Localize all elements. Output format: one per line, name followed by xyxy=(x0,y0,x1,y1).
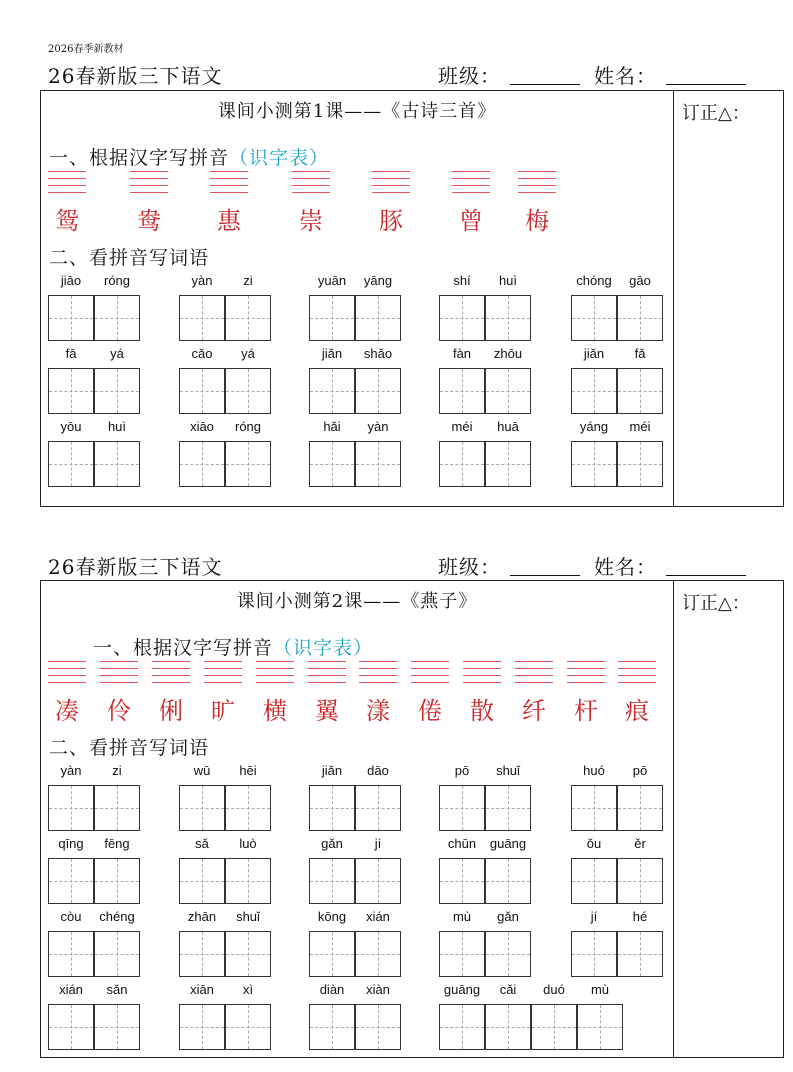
pinyin-label: hēi xyxy=(239,763,257,778)
hanzi-char: 豚 xyxy=(379,207,403,235)
writing-cell[interactable] xyxy=(309,1004,355,1050)
writing-cell[interactable] xyxy=(617,785,663,831)
pinyin-writing-lines[interactable] xyxy=(100,661,138,683)
pinyin-label: hǎi xyxy=(323,419,341,434)
writing-cell[interactable] xyxy=(355,295,401,341)
pinyin-label: jiǎn xyxy=(583,346,605,361)
pinyin-label: chóng xyxy=(576,273,612,288)
pinyin-label: xì xyxy=(242,982,254,997)
section-2-heading: 二、看拼音写词语 xyxy=(49,247,210,269)
pinyin-writing-lines[interactable] xyxy=(567,661,605,683)
pinyin-label: yàn xyxy=(191,273,213,288)
writing-cell[interactable] xyxy=(355,368,401,414)
pinyin-label: zhān xyxy=(187,909,217,924)
pinyin-label: zi xyxy=(243,273,253,288)
pinyin-label: mù xyxy=(452,909,472,924)
pinyin-label: fā xyxy=(65,346,77,361)
hanzi-char: 纤 xyxy=(522,697,546,725)
pinyin-label: gǎn xyxy=(497,909,519,924)
hanzi-char: 旷 xyxy=(211,697,235,725)
quiz-title: 课间小测第2课——《燕子》 xyxy=(236,591,478,612)
name-blank[interactable] xyxy=(666,84,746,85)
pinyin-label: xián xyxy=(366,909,390,924)
hanzi-char: 痕 xyxy=(625,697,649,725)
pinyin-label: kōng xyxy=(317,909,347,924)
writing-cell[interactable] xyxy=(485,295,531,341)
pinyin-label: qīng xyxy=(58,836,84,851)
writing-cell[interactable] xyxy=(225,368,271,414)
pinyin-label: sǎn xyxy=(106,982,128,997)
writing-cell[interactable] xyxy=(225,441,271,487)
writing-cell[interactable] xyxy=(571,368,617,414)
writing-cell[interactable] xyxy=(577,1004,623,1050)
pinyin-writing-lines[interactable] xyxy=(372,171,410,193)
pinyin-label: yàn xyxy=(60,763,82,778)
name-label: 姓名： xyxy=(594,64,657,88)
pinyin-label: yá xyxy=(110,346,124,361)
writing-cell[interactable] xyxy=(179,368,225,414)
writing-cell[interactable] xyxy=(571,931,617,977)
writing-cell[interactable] xyxy=(485,1004,531,1050)
class-blank[interactable] xyxy=(510,575,580,576)
writing-cell[interactable] xyxy=(439,368,485,414)
hanzi-char: 梅 xyxy=(525,207,549,235)
pinyin-label: gǎn xyxy=(321,836,343,851)
writing-cell[interactable] xyxy=(94,785,140,831)
writing-cell[interactable] xyxy=(225,858,271,904)
hanzi-char: 散 xyxy=(470,697,494,725)
writing-cell[interactable] xyxy=(485,785,531,831)
writing-cell[interactable] xyxy=(94,368,140,414)
pinyin-label: còu xyxy=(60,909,82,924)
pinyin-label: duó xyxy=(543,982,565,997)
pinyin-label: mù xyxy=(590,982,610,997)
section-1-label: 一、根据汉字写拼音 xyxy=(93,637,274,659)
hanzi-char: 漾 xyxy=(366,697,390,725)
writing-cell[interactable] xyxy=(309,295,355,341)
writing-cell[interactable] xyxy=(439,858,485,904)
pinyin-label: yáng xyxy=(579,419,609,434)
writing-cell[interactable] xyxy=(355,1004,401,1050)
writing-cell[interactable] xyxy=(179,295,225,341)
pinyin-label: méi xyxy=(629,419,651,434)
pinyin-label: pō xyxy=(632,763,648,778)
writing-cell[interactable] xyxy=(48,931,94,977)
class-label: 班级： xyxy=(438,64,501,88)
writing-cell[interactable] xyxy=(485,858,531,904)
pinyin-label: zhōu xyxy=(493,346,523,361)
writing-cell[interactable] xyxy=(571,295,617,341)
pinyin-label: cǎi xyxy=(499,982,517,997)
writing-cell[interactable] xyxy=(48,785,94,831)
writing-cell[interactable] xyxy=(571,441,617,487)
writing-cell[interactable] xyxy=(617,368,663,414)
writing-cell[interactable] xyxy=(48,858,94,904)
pinyin-label: shuǐ xyxy=(496,763,520,778)
pinyin-writing-lines[interactable] xyxy=(618,661,656,683)
writing-cell[interactable] xyxy=(485,931,531,977)
section-1-heading xyxy=(49,143,329,170)
writing-cell[interactable] xyxy=(355,441,401,487)
pinyin-writing-lines[interactable] xyxy=(48,171,86,193)
writing-cell[interactable] xyxy=(439,295,485,341)
hanzi-char: 俐 xyxy=(159,697,183,725)
pinyin-label: xiān xyxy=(190,982,214,997)
pinyin-label: sǎ xyxy=(195,836,209,851)
writing-cell[interactable] xyxy=(225,295,271,341)
pinyin-label: yá xyxy=(241,346,255,361)
hanzi-char: 惠 xyxy=(217,207,241,235)
pinyin-label: jiǎn xyxy=(321,346,343,361)
writing-cell[interactable] xyxy=(94,931,140,977)
writing-cell[interactable] xyxy=(179,1004,225,1050)
name-blank[interactable] xyxy=(666,575,746,576)
writing-cell[interactable] xyxy=(309,785,355,831)
correction-divider xyxy=(673,581,674,1057)
correction-divider xyxy=(673,91,674,506)
correction-label: 订正△： xyxy=(682,593,750,614)
section-1-heading xyxy=(93,633,373,660)
pinyin-label: guāng xyxy=(489,836,527,851)
pinyin-label: wū xyxy=(193,763,211,778)
writing-cell[interactable] xyxy=(531,1004,577,1050)
pinyin-label: huā xyxy=(497,419,519,434)
writing-cell[interactable] xyxy=(439,441,485,487)
pinyin-label: xiàn xyxy=(366,982,390,997)
pinyin-label: ǒu xyxy=(586,836,602,851)
pinyin-label: jí xyxy=(590,909,598,924)
pinyin-label: yāng xyxy=(363,273,393,288)
pinyin-label: cǎo xyxy=(191,346,213,361)
pinyin-label: fàn xyxy=(452,346,472,361)
correction-label: 订正△： xyxy=(682,103,750,124)
pinyin-label: gāo xyxy=(629,273,651,288)
writing-cell[interactable] xyxy=(179,931,225,977)
pinyin-writing-lines[interactable] xyxy=(515,661,553,683)
pinyin-label: shí xyxy=(453,273,471,288)
writing-cell[interactable] xyxy=(571,785,617,831)
pinyin-label: hé xyxy=(632,909,648,924)
hanzi-char: 杆 xyxy=(574,697,598,725)
pinyin-label: róng xyxy=(234,419,262,434)
writing-cell[interactable] xyxy=(485,368,531,414)
pinyin-writing-lines[interactable] xyxy=(452,171,490,193)
series-title: 26春新版三下语文 xyxy=(48,555,223,579)
writing-cell[interactable] xyxy=(225,785,271,831)
writing-cell[interactable] xyxy=(309,931,355,977)
writing-cell[interactable] xyxy=(439,931,485,977)
pinyin-label: shuǐ xyxy=(236,909,260,924)
pinyin-label: huó xyxy=(583,763,605,778)
writing-cell[interactable] xyxy=(309,368,355,414)
writing-cell[interactable] xyxy=(617,295,663,341)
writing-cell[interactable] xyxy=(225,931,271,977)
pinyin-label: ěr xyxy=(634,836,646,851)
pinyin-label: diàn xyxy=(319,982,345,997)
pinyin-label: huì xyxy=(107,419,127,434)
hanzi-char: 鸯 xyxy=(137,207,161,235)
pinyin-label: guāng xyxy=(443,982,481,997)
hanzi-char: 鸳 xyxy=(55,207,79,235)
pinyin-label: yuān xyxy=(317,273,347,288)
writing-cell[interactable] xyxy=(48,441,94,487)
quiz-1-box xyxy=(40,90,784,507)
pinyin-writing-lines[interactable] xyxy=(292,171,330,193)
pinyin-writing-lines[interactable] xyxy=(411,661,449,683)
quiz-title: 课间小测第1课——《古诗三首》 xyxy=(217,101,497,122)
hanzi-char: 伶 xyxy=(107,697,131,725)
pinyin-label: shǎo xyxy=(363,346,393,361)
pinyin-label: chéng xyxy=(99,909,135,924)
writing-cell[interactable] xyxy=(439,1004,485,1050)
name-label: 姓名： xyxy=(594,555,657,579)
pinyin-label: dāo xyxy=(367,763,389,778)
writing-cell[interactable] xyxy=(571,858,617,904)
pinyin-writing-lines[interactable] xyxy=(130,171,168,193)
writing-cell[interactable] xyxy=(355,931,401,977)
pinyin-writing-lines[interactable] xyxy=(152,661,190,683)
series-title: 26春新版三下语文 xyxy=(48,64,223,88)
pinyin-label: yōu xyxy=(60,419,82,434)
pinyin-writing-lines[interactable] xyxy=(48,661,86,683)
writing-cell[interactable] xyxy=(179,858,225,904)
hanzi-char: 崇 xyxy=(299,207,323,235)
writing-cell[interactable] xyxy=(617,441,663,487)
pinyin-label: yàn xyxy=(367,419,389,434)
writing-cell[interactable] xyxy=(355,858,401,904)
writing-cell[interactable] xyxy=(179,785,225,831)
writing-cell[interactable] xyxy=(48,295,94,341)
class-label: 班级： xyxy=(438,555,501,579)
pinyin-writing-lines[interactable] xyxy=(204,661,242,683)
pinyin-label: méi xyxy=(451,419,473,434)
section-1-label: 一、根据汉字写拼音 xyxy=(49,147,230,169)
writing-cell[interactable] xyxy=(94,1004,140,1050)
writing-cell[interactable] xyxy=(309,858,355,904)
pinyin-label: huì xyxy=(498,273,518,288)
writing-cell[interactable] xyxy=(94,441,140,487)
section-1-note: （识字表） xyxy=(273,637,374,659)
pinyin-label: luò xyxy=(239,836,257,851)
pinyin-label: xiāo xyxy=(190,419,214,434)
writing-cell[interactable] xyxy=(48,368,94,414)
pinyin-label: xián xyxy=(59,982,83,997)
writing-cell[interactable] xyxy=(48,1004,94,1050)
pinyin-label: fēng xyxy=(104,836,130,851)
pinyin-label: fǎ xyxy=(634,346,646,361)
pinyin-writing-lines[interactable] xyxy=(518,171,556,193)
pinyin-label: jí xyxy=(374,836,382,851)
writing-cell[interactable] xyxy=(225,1004,271,1050)
pinyin-label: jiāo xyxy=(60,273,82,288)
class-blank[interactable] xyxy=(510,84,580,85)
pinyin-writing-lines[interactable] xyxy=(359,661,397,683)
writing-cell[interactable] xyxy=(439,785,485,831)
pinyin-writing-lines[interactable] xyxy=(256,661,294,683)
writing-cell[interactable] xyxy=(355,785,401,831)
writing-cell[interactable] xyxy=(94,295,140,341)
pinyin-label: róng xyxy=(103,273,131,288)
hanzi-char: 横 xyxy=(263,697,287,725)
pinyin-label: chūn xyxy=(447,836,477,851)
hanzi-char: 倦 xyxy=(418,697,442,725)
hanzi-char: 曾 xyxy=(459,207,483,235)
pinyin-writing-lines[interactable] xyxy=(463,661,501,683)
pinyin-writing-lines[interactable] xyxy=(210,171,248,193)
pinyin-label: zi xyxy=(112,763,122,778)
writing-cell[interactable] xyxy=(179,441,225,487)
hanzi-char: 翼 xyxy=(315,697,339,725)
writing-cell[interactable] xyxy=(309,441,355,487)
quiz-2-box xyxy=(40,580,784,1058)
section-2-heading: 二、看拼音写词语 xyxy=(49,737,210,759)
section-1-note: （识字表） xyxy=(229,147,330,169)
writing-cell[interactable] xyxy=(617,858,663,904)
writing-cell[interactable] xyxy=(485,441,531,487)
hanzi-char: 凑 xyxy=(55,697,79,725)
pinyin-label: pō xyxy=(454,763,470,778)
edition-note: 2026春季新教材 xyxy=(48,44,124,55)
pinyin-label: jiǎn xyxy=(321,763,343,778)
writing-cell[interactable] xyxy=(617,931,663,977)
writing-cell[interactable] xyxy=(94,858,140,904)
pinyin-writing-lines[interactable] xyxy=(308,661,346,683)
